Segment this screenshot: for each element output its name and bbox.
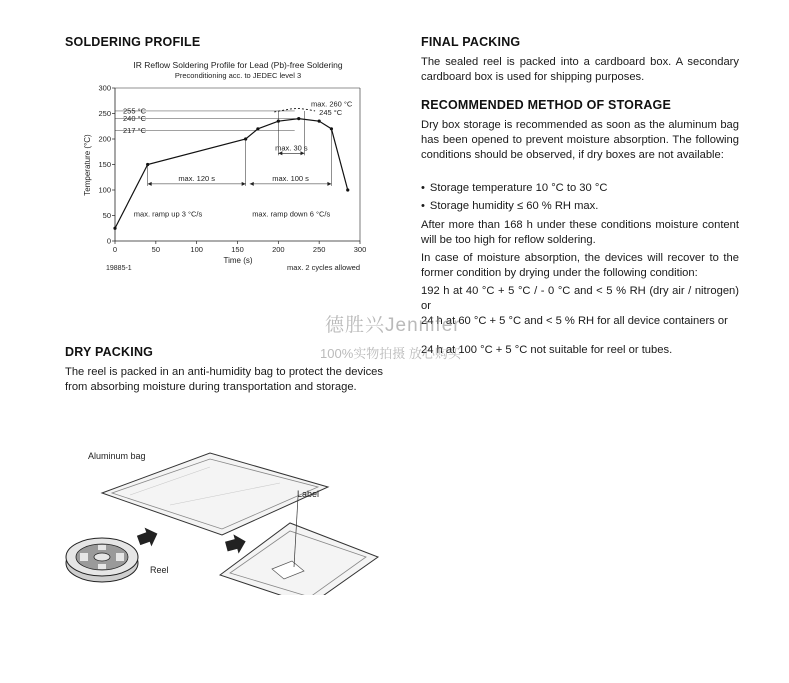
- aluminum-bag-label: Aluminum bag: [88, 451, 146, 461]
- drying-condition-1: 192 h at 40 °C + 5 °C / - 0 °C and < 5 % RH (dry air / nitrogen) or: [421, 285, 739, 312]
- t245-label: 245 °C: [319, 108, 343, 118]
- storage-after-text: After more than 168 h under these conditions moisture content will be too high for reflow soldering.: [421, 219, 739, 246]
- storage-temperature-bullet: • Storage temperature 10 °C to 30 °C: [421, 181, 739, 196]
- profile-point: [256, 127, 259, 130]
- x-tick-label: 0: [112, 245, 118, 254]
- packing-illustration: [60, 445, 390, 595]
- temperature-reference-label: 240 °C: [123, 114, 147, 124]
- arrowhead-icon: [250, 182, 254, 186]
- x-tick-label: 250: [312, 245, 326, 254]
- soldering-profile-heading: SOLDERING PROFILE: [65, 35, 201, 49]
- reel-label: Reel: [150, 565, 169, 575]
- profile-point: [113, 227, 116, 230]
- profile-point: [318, 120, 321, 123]
- dry-packing-heading: DRY PACKING: [65, 345, 154, 359]
- profile-point: [346, 188, 349, 191]
- cycles-note: max. 2 cycles allowed: [287, 263, 360, 272]
- profile-point: [330, 127, 333, 130]
- drying-condition-2: 24 h at 60 °C + 5 °C and < 5 % RH for all device containers or: [421, 315, 728, 327]
- max-120s-label: max. 120 s: [178, 173, 216, 183]
- arrowhead-icon: [242, 182, 246, 186]
- ramp-down-label: max. ramp down 6 °C/s: [252, 209, 331, 219]
- storage-recover-text: In case of moisture absorption, the devices will recover to the former condition by drying under the following condition:: [421, 252, 739, 279]
- y-tick-label: 150: [98, 160, 111, 169]
- arrowhead-icon: [148, 182, 152, 186]
- chart-subtitle: Preconditioning acc. to JEDEC level 3: [174, 71, 302, 80]
- figure-id: 19885-1: [106, 265, 132, 272]
- x-axis-label: Time (s): [223, 256, 253, 265]
- reel-graphic: [66, 538, 138, 582]
- y-tick-label: 50: [102, 211, 111, 220]
- ramp-up-label: max. ramp up 3 °C/s: [133, 209, 203, 219]
- storage-heading: RECOMMENDED METHOD OF STORAGE: [421, 98, 672, 112]
- y-tick-label: 0: [106, 236, 111, 246]
- storage-intro: Dry box storage is recommended as soon as the aluminum bag has been opened to prevent moisture absorption. The following conditions should be observed, if dry boxes are not available:: [421, 119, 739, 161]
- temperature-reference-label: 255 °C: [123, 106, 147, 116]
- watermark-line-2: 100%实物拍摄 放心购买: [320, 346, 461, 361]
- x-tick-label: 150: [231, 245, 244, 254]
- arrow-icon: [224, 532, 248, 556]
- y-tick-label: 300: [98, 83, 111, 93]
- x-tick-label: 50: [151, 245, 161, 254]
- chart-title: IR Reflow Soldering Profile for Lead (Pb)-free Soldering: [133, 60, 343, 70]
- x-tick-label: 300: [353, 245, 367, 254]
- max-260-label: max. 260 °C: [311, 99, 353, 109]
- final-packing-heading: FINAL PACKING: [421, 35, 521, 49]
- drying-condition-3: 24 h at 100 °C + 5 °C not suitable for reel or tubes.: [421, 344, 673, 356]
- label-label: Label: [297, 489, 320, 499]
- arrow-icon: [135, 524, 161, 550]
- peak-limit-line: [274, 108, 315, 112]
- max-100s-label: max. 100 s: [272, 173, 309, 183]
- storage-humidity-bullet: • Storage humidity ≤ 60 % RH max.: [421, 199, 739, 214]
- reflow-profile-chart: [60, 55, 390, 285]
- dry-packing-text: The reel is packed in an anti-humidity bag to protect the devices from absorbing moisture during transportation and storage.: [65, 366, 383, 393]
- arrowhead-icon: [327, 182, 331, 186]
- profile-point: [297, 117, 300, 120]
- max-30s-label: max. 30 s: [275, 143, 308, 153]
- x-tick-label: 200: [272, 245, 285, 254]
- y-axis-label: Temperature (°C): [83, 134, 92, 196]
- x-tick-label: 100: [190, 245, 203, 254]
- final-packing-text: The sealed reel is packed into a cardboard box. A secondary cardboard box is used for shipping purposes.: [421, 56, 739, 83]
- y-tick-label: 200: [98, 134, 111, 144]
- y-tick-label: 100: [98, 185, 111, 195]
- watermark-line-1: 德胜兴Jennifer: [325, 315, 461, 336]
- aluminum-bag-graphic: [102, 453, 328, 535]
- y-tick-label: 250: [98, 109, 111, 118]
- temperature-reference-label: 217 °C: [123, 125, 147, 135]
